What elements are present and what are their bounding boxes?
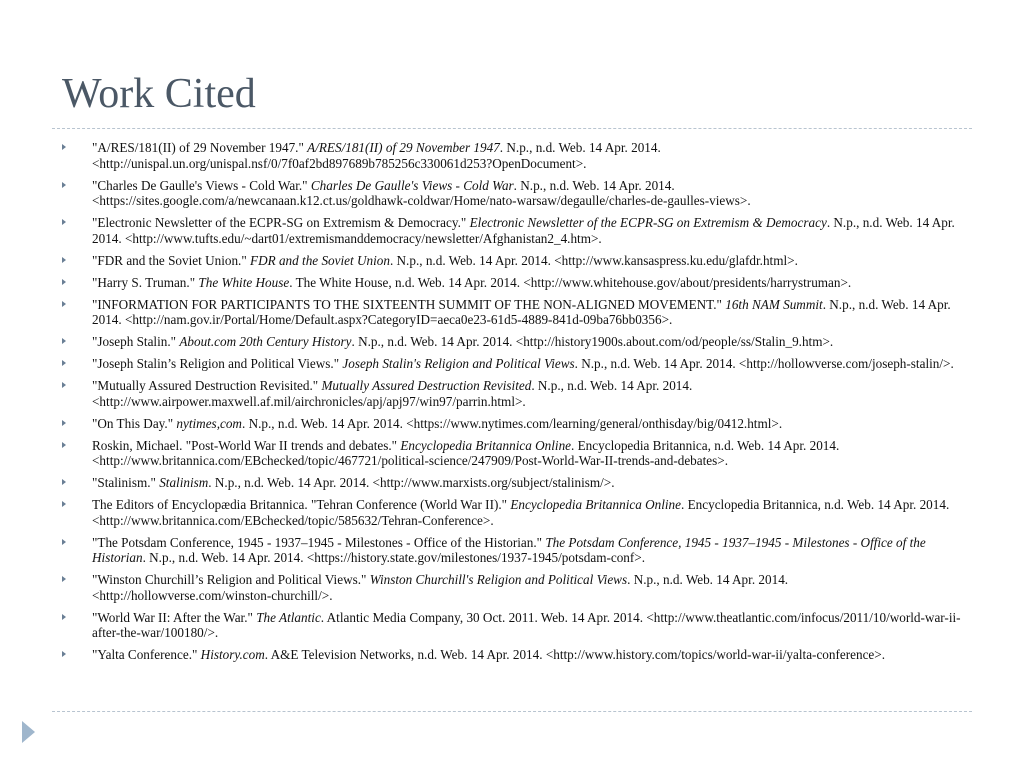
- citation-item: [62, 253, 967, 269]
- citation-text: "Joseph Stalin.": [92, 334, 180, 349]
- citation-text: "Mutually Assured Destruction Revisited.": [92, 378, 322, 393]
- citation-details: . N.p., n.d. Web. 14 Apr. 2014. <http://nam.gov.ir/Portal/Home/Default.aspx?CategoryID=aeca0e23-61d5-4889-841d-09ba76bb0356>.: [92, 296, 951, 327]
- bullet-arrow-icon: [62, 382, 66, 388]
- citation-details: . N.p., n.d. Web. 14 Apr. 2014. <http://history1900s.about.com/od/people/ss/Stalin_9.htm>.: [351, 334, 834, 349]
- citation-text: "INFORMATION FOR PARTICIPANTS TO THE SIXTEENTH SUMMIT OF THE NON-ALIGNED MOVEMENT.": [92, 296, 726, 312]
- bullet-arrow-icon: [62, 338, 66, 344]
- citation-source-title: About.com 20th Century History: [179, 334, 352, 349]
- citation-details: . N.p., n.d. Web. 14 Apr. 2014. <http://www.airpower.maxwell.af.mil/airchronicles/apj/apj97/win97/parrin.html>.: [92, 378, 693, 409]
- top-divider: [52, 128, 972, 129]
- citation-item: [62, 275, 967, 291]
- citation-details: . N.p., n.d. Web. 14 Apr. 2014. <http://www.tufts.edu/~dart01/extremismanddemocracy/newsletter/Afghanistan2_4.htm>.: [92, 215, 955, 246]
- citation-details: . Atlantic Media Company, 30 Oct. 2011. Web. 14 Apr. 2014. <http://www.theatlantic.com/infocus/2011/10/world-war-ii-after-the-war/100180/>.: [92, 609, 961, 640]
- citation-source-title: Mutually Assured Destruction Revisited: [321, 378, 532, 393]
- citation-source-title: nytimes,com: [176, 415, 242, 431]
- bullet-arrow-icon: [62, 576, 66, 582]
- citation-text: "FDR and the Soviet Union.": [92, 252, 251, 268]
- citation-source-title: FDR and the Soviet Union: [250, 252, 390, 268]
- citation-text: "A/RES/181(II) of 29 November 1947.": [92, 140, 308, 155]
- bullet-arrow-icon: [62, 360, 66, 366]
- citation-details: . N.p., n.d. Web. 14 Apr. 2014. <https://sites.google.com/a/newcanaan.k12.ct.us/goldhawk-coldwar/Home/nato-warsaw/degaulle/charles-de-gaulles-views>.: [92, 177, 751, 208]
- citation-source-title: Joseph Stalin's Religion and Political Views: [342, 356, 575, 371]
- citation-text: Roskin, Michael. "Post-World War II trends and debates.": [92, 437, 401, 453]
- citation-text: "On This Day.": [92, 415, 177, 431]
- citation-source-title: History.com: [200, 647, 265, 662]
- citation-item: [62, 334, 967, 350]
- citation-item: [62, 535, 967, 566]
- citation-details: . N.p., n.d. Web. 14 Apr. 2014. <http://www.marxists.org/subject/stalinism/>.: [208, 475, 615, 490]
- citation-item: [62, 378, 967, 409]
- citation-source-title: The White House: [198, 274, 290, 290]
- citation-text: "Charles De Gaulle's Views - Cold War.": [92, 177, 311, 193]
- citation-source-title: 16th NAM Summit: [725, 296, 823, 312]
- citation-text: "Stalinism.": [92, 475, 160, 490]
- bullet-arrow-icon: [62, 257, 66, 263]
- citation-text: The Editors of Encyclopædia Britannica. "Tehran Conference (World War II).": [92, 497, 511, 512]
- citation-text: "The Potsdam Conference, 1945 - 1937–1945 - Milestones - Office of the Historian.": [92, 534, 546, 550]
- bullet-arrow-icon: [62, 219, 66, 225]
- citation-source-title: Winston Churchill's Religion and Political Views: [369, 572, 628, 587]
- citation-source-title: A/RES/181(II) of 29 November 1947: [307, 140, 500, 155]
- citation-source-title: Encyclopedia Britannica Online: [510, 497, 682, 512]
- citation-item: [62, 647, 967, 663]
- citation-item: [62, 475, 967, 491]
- citation-details: . N.p., n.d. Web. 14 Apr. 2014. <https://www.nytimes.com/learning/general/onthisday/big/0412.html>.: [241, 415, 783, 431]
- citation-item: [62, 215, 967, 246]
- citation-details: . Encyclopedia Britannica, n.d. Web. 14 Apr. 2014. <http://www.britannica.com/EBchecked/topic/467721/political-science/247909/Post-World-War-II-trends-and-debates>.: [92, 437, 840, 468]
- citation-item: [62, 178, 967, 209]
- citation-details: . The White House, n.d. Web. 14 Apr. 2014. <http://www.whitehouse.gov/about/presidents/harrystruman>.: [289, 274, 852, 290]
- citation-details: . N.p., n.d. Web. 14 Apr. 2014. <https://history.state.gov/milestones/1937-1945/potsdam-conf>.: [142, 550, 646, 565]
- bullet-arrow-icon: [62, 614, 66, 620]
- citation-item: [62, 438, 967, 469]
- citation-source-title: Encyclopedia Britannica Online: [400, 437, 572, 453]
- citation-item: [62, 497, 967, 528]
- citation-item: [62, 356, 967, 372]
- citation-item: [62, 610, 967, 641]
- bullet-arrow-icon: [62, 501, 66, 507]
- bullet-arrow-icon: [62, 479, 66, 485]
- bullet-arrow-icon: [62, 301, 66, 307]
- citation-source-title: The Atlantic: [256, 609, 321, 625]
- citation-source-title: Electronic Newsletter of the ECPR-SG on Extremism & Democracy: [469, 215, 827, 230]
- bullet-arrow-icon: [62, 539, 66, 545]
- bullet-arrow-icon: [62, 279, 66, 285]
- bullet-arrow-icon: [62, 182, 66, 188]
- citation-source-title: Charles De Gaulle's Views - Cold War: [310, 177, 514, 193]
- citation-text: "Winston Churchill’s Religion and Political Views.": [92, 572, 370, 587]
- citation-details: . A&E Television Networks, n.d. Web. 14 Apr. 2014. <http://www.history.com/topics/world-war-ii/yalta-conference>.: [264, 647, 886, 662]
- citation-source-title: Stalinism: [159, 475, 209, 490]
- citation-item: [62, 297, 967, 328]
- citation-list: [62, 140, 967, 669]
- citation-item: [62, 416, 967, 432]
- citation-text: "World War II: After the War.": [92, 609, 257, 625]
- bullet-arrow-icon: [62, 651, 66, 657]
- citation-item: [62, 140, 967, 171]
- bullet-arrow-icon: [62, 442, 66, 448]
- citation-text: "Joseph Stalin’s Religion and Political Views.": [92, 356, 343, 371]
- bullet-arrow-icon: [62, 144, 66, 150]
- citation-source-title: The Potsdam Conference, 1945 - 1937–1945 - Milestones - Office of the Historian: [92, 534, 926, 565]
- slide-title: Work Cited: [62, 71, 256, 117]
- slide-corner-arrow-icon: [22, 721, 35, 743]
- citation-text: "Electronic Newsletter of the ECPR-SG on Extremism & Democracy.": [92, 215, 470, 230]
- citation-item: [62, 572, 967, 603]
- citation-text: "Harry S. Truman.": [92, 274, 199, 290]
- citation-details: . N.p., n.d. Web. 14 Apr. 2014. <http://unispal.un.org/unispal.nsf/0/7f0af2bd897689b785256c330061d253?OpenDocument>.: [92, 140, 661, 171]
- citation-text: "Yalta Conference.": [92, 647, 201, 662]
- citation-details: . N.p., n.d. Web. 14 Apr. 2014. <http://hollowverse.com/winston-churchill/>.: [92, 572, 789, 603]
- citation-details: . Encyclopedia Britannica, n.d. Web. 14 Apr. 2014. <http://www.britannica.com/EBchecked/topic/585632/Tehran-Conference>.: [92, 497, 950, 528]
- bottom-divider: [52, 711, 972, 712]
- bullet-arrow-icon: [62, 420, 66, 426]
- citation-details: . N.p., n.d. Web. 14 Apr. 2014. <http://hollowverse.com/joseph-stalin/>.: [574, 356, 954, 371]
- citation-details: . N.p., n.d. Web. 14 Apr. 2014. <http://www.kansaspress.ku.edu/glafdr.html>.: [389, 252, 798, 268]
